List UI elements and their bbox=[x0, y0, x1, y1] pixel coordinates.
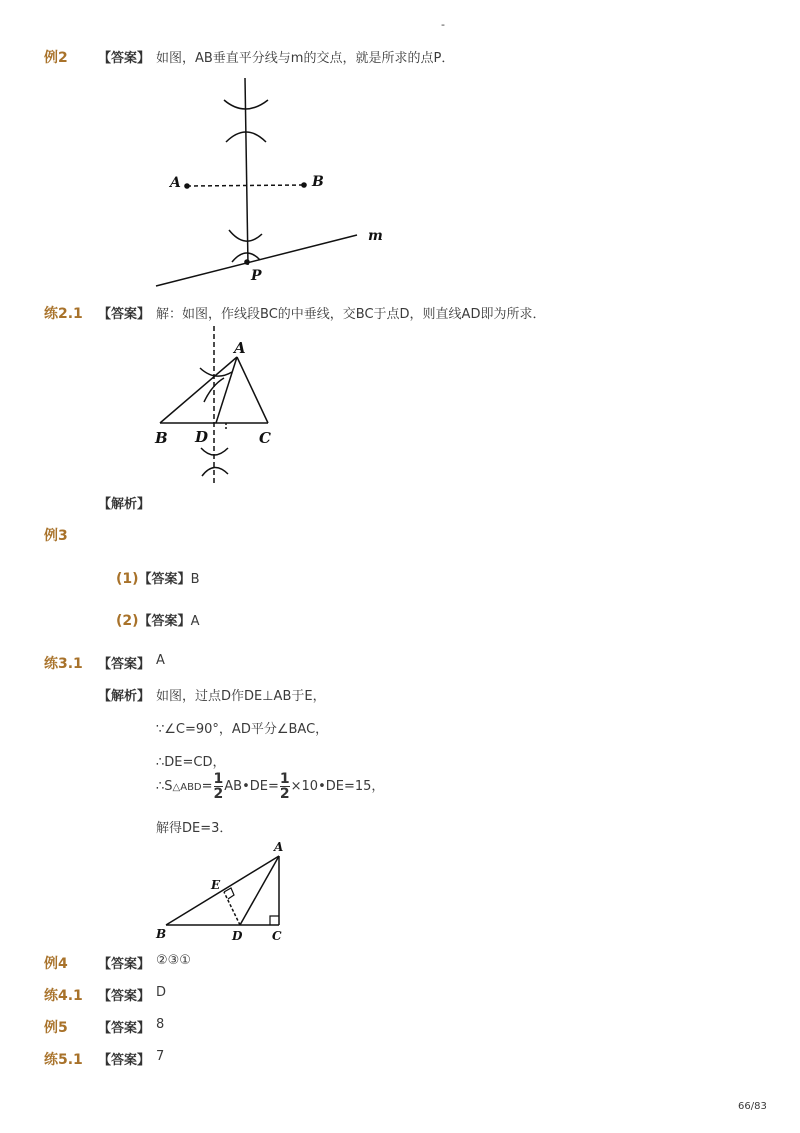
solution-line-5: 解得DE=3． bbox=[156, 821, 233, 836]
answer-label: 【答案】 bbox=[98, 1053, 151, 1068]
practice-5-1-answer-value: 7 bbox=[156, 1049, 165, 1064]
answer-label: 【答案】 bbox=[98, 51, 151, 66]
fraction-denominator: 2 bbox=[279, 786, 290, 802]
practice-2-1-answer-text: 解：如图，作线段BC的中垂线，交BC于点D，则直线AD即为所求． bbox=[156, 307, 546, 322]
solution-line-3: ∴DE=CD， bbox=[156, 755, 226, 770]
example-2-tag: 例2 bbox=[44, 50, 68, 66]
area-symbol: ∴S bbox=[156, 779, 173, 794]
example-5-tag: 例5 bbox=[44, 1020, 68, 1036]
label-c: C bbox=[272, 929, 282, 943]
example-4-answer-value: ②③① bbox=[156, 953, 191, 968]
practice-4-1-tag: 练4.1 bbox=[44, 988, 83, 1004]
label-b: B bbox=[155, 429, 168, 447]
item-number: (1) bbox=[116, 571, 139, 587]
fraction-numerator: 1 bbox=[279, 771, 290, 787]
practice-5-1-tag: 练5.1 bbox=[44, 1052, 83, 1068]
label-m: m bbox=[368, 228, 383, 244]
answer-label: 【答案】 bbox=[98, 957, 151, 972]
label-a: A bbox=[274, 840, 284, 854]
answer-label: 【答案】 bbox=[138, 614, 191, 629]
practice-2-1-tag: 练2.1 bbox=[44, 306, 83, 322]
label-c: C bbox=[259, 429, 271, 447]
header-mark: - bbox=[441, 18, 445, 31]
practice-4-1-answer-value: D bbox=[156, 985, 167, 1000]
label-d: D bbox=[195, 428, 209, 446]
answer-label: 【答案】 bbox=[98, 307, 151, 322]
fraction-denominator: 2 bbox=[213, 786, 224, 802]
fraction-numerator: 1 bbox=[213, 771, 224, 787]
label-d: D bbox=[232, 929, 243, 943]
analysis-label: 【解析】 bbox=[98, 497, 151, 512]
practice-3-1-answer-value: A bbox=[156, 653, 165, 668]
example-2-answer-text: 如图，AB垂直平分线与m的交点，就是所求的点P． bbox=[156, 51, 455, 66]
answer-label: 【答案】 bbox=[98, 1021, 151, 1036]
equals-sign: = bbox=[201, 779, 213, 794]
expression-middle: AB•DE= bbox=[224, 779, 279, 794]
label-p: P bbox=[251, 268, 262, 284]
label-e: E bbox=[211, 878, 221, 892]
example-3-tag: 例3 bbox=[44, 528, 68, 544]
answer-label: 【答案】 bbox=[98, 657, 151, 672]
segment-da bbox=[240, 856, 279, 925]
label-a: A bbox=[234, 339, 246, 357]
item-value: B bbox=[190, 572, 200, 587]
example-4-tag: 例4 bbox=[44, 956, 68, 972]
segment-ba bbox=[166, 856, 279, 925]
right-angle-e bbox=[224, 888, 234, 899]
solution-line-2: ∵∠C=90°，AD平分∠BAC， bbox=[156, 722, 329, 737]
label-b: B bbox=[156, 927, 167, 941]
solution-line-1: 如图，过点D作DE⊥AB于E， bbox=[156, 689, 326, 704]
example-5-answer-value: 8 bbox=[156, 1017, 165, 1032]
label-a: A bbox=[170, 175, 181, 191]
page-number: 66/83 bbox=[738, 1101, 767, 1112]
analysis-label: 【解析】 bbox=[98, 689, 151, 704]
label-b: B bbox=[312, 174, 324, 190]
answer-label: 【答案】 bbox=[98, 989, 151, 1004]
practice-3-1-tag: 练3.1 bbox=[44, 656, 83, 672]
answer-label: 【答案】 bbox=[138, 572, 191, 587]
expression-end: ×10•DE=15， bbox=[290, 779, 385, 794]
item-number: (2) bbox=[116, 613, 139, 629]
area-subscript: △ABD bbox=[172, 782, 202, 793]
right-angle-c bbox=[270, 916, 279, 925]
item-value: A bbox=[190, 614, 200, 629]
